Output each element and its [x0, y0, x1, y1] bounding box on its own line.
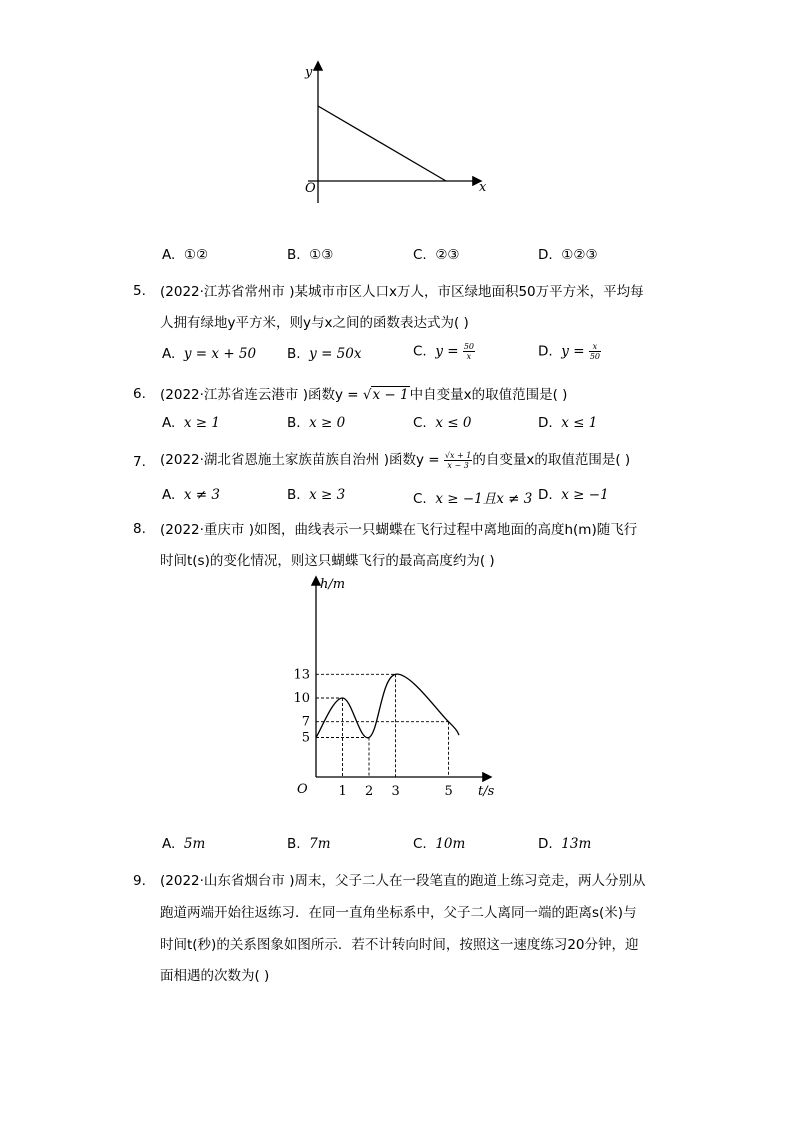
option-text: x ≥ 0 — [309, 415, 346, 431]
q9-stem-line2: 跑道两端开始往返练习．在同一直角坐标系中，父子二人离同一端的距离s(米)与 — [160, 905, 637, 921]
option-text: x ≥ 3 — [309, 487, 346, 503]
fraction-numerator: 50 — [463, 342, 475, 351]
option-text: y = — [561, 343, 589, 360]
q6-option-a[interactable] — [162, 415, 220, 431]
option-letter: C. — [413, 247, 427, 263]
q9-stem-line3: 时间t(秒)的关系图象如图所示．若不计转向时间，按照这一速度练习20分钟，迎 — [160, 937, 639, 953]
q4-option-a[interactable] — [162, 247, 208, 263]
option-text: x ≥ −1 — [561, 487, 609, 503]
option-text: ①②③ — [561, 247, 598, 263]
q5-option-c[interactable] — [413, 342, 475, 361]
q7-option-c[interactable] — [413, 487, 532, 507]
option-text: x ≤ 0 — [435, 415, 472, 431]
option-letter: A. — [162, 346, 176, 362]
option-letter: B. — [287, 836, 301, 852]
x-tick-label: 5 — [444, 784, 453, 799]
x-tick-label: 1 — [338, 784, 347, 799]
option-letter: D. — [538, 343, 553, 360]
graph-line — [318, 106, 446, 181]
q7-option-a[interactable] — [162, 487, 220, 503]
sqrt-sign: √ — [362, 387, 372, 403]
option-text: 10m — [435, 836, 466, 852]
origin-label: O — [305, 181, 316, 196]
option-text: x ≥ 1 — [183, 415, 220, 431]
x-axis-label: t/s — [478, 784, 495, 799]
fraction — [589, 342, 601, 361]
q6-option-d[interactable] — [538, 415, 597, 431]
q6-suffix: 中自变量x的取值范围是( ) — [409, 387, 568, 403]
option-letter: D. — [538, 247, 553, 263]
option-text: ①② — [183, 247, 209, 263]
option-text: x ≤ 1 — [561, 415, 598, 431]
option-letter: B. — [287, 247, 301, 263]
q5-stem-line2: 人拥有绿地y平方米，则y与x之间的函数表达式为( ) — [160, 315, 469, 331]
fraction-numerator: x — [589, 342, 601, 352]
height-curve — [316, 674, 459, 738]
fraction-numerator: √x + 1 — [444, 450, 472, 460]
q8-option-a[interactable] — [162, 836, 205, 852]
y-tick-label: 13 — [293, 667, 310, 683]
linear-graph — [295, 55, 495, 210]
q9-number: 9. — [133, 873, 146, 889]
option-text: x ≥ −1且x ≠ 3 — [435, 491, 533, 507]
x-tick-label: 3 — [391, 784, 400, 799]
q7-option-b[interactable] — [287, 487, 345, 503]
q6-stem — [160, 383, 567, 403]
option-text: x ≠ 3 — [183, 487, 220, 503]
option-text: ②③ — [435, 247, 460, 263]
q6-radicand: x − 1 — [372, 387, 409, 403]
q7-prefix: (2022·湖北省恩施土家族苗族自治州 )函数y = — [160, 452, 444, 468]
q5-option-b[interactable] — [287, 346, 361, 362]
q7-option-d[interactable] — [538, 487, 609, 503]
q4-option-d[interactable] — [538, 247, 598, 263]
q7-suffix: 的自变量x的取值范围是( ) — [472, 452, 631, 468]
q8-number: 8. — [133, 521, 146, 537]
option-letter: D. — [538, 836, 553, 852]
y-tick-label: 5 — [301, 730, 310, 746]
option-letter: C. — [413, 491, 427, 507]
x-tick-label: 2 — [365, 784, 374, 799]
y-tick-label: 7 — [301, 714, 310, 730]
origin-label: O — [297, 782, 308, 797]
option-text: 7m — [309, 836, 331, 852]
q6-prefix: (2022·江苏省连云港市 )函数y = — [160, 387, 363, 403]
option-text: 5m — [183, 836, 206, 852]
q8-option-d[interactable] — [538, 836, 591, 852]
q9-stem-line1: (2022·山东省烟台市 )周末，父子二人在一段笔直的跑道上练习竞走，两人分别从 — [160, 873, 646, 889]
q4-option-c[interactable] — [413, 247, 460, 263]
option-letter: A. — [162, 487, 176, 503]
height-time-chart — [290, 570, 505, 800]
fraction — [444, 451, 473, 470]
option-text: y = 50x — [309, 346, 362, 362]
option-text: y = — [435, 343, 463, 360]
option-letter: A. — [162, 247, 176, 263]
x-axis-label: x — [479, 180, 487, 195]
option-letter: A. — [162, 415, 176, 431]
option-text: 13m — [561, 836, 592, 852]
q5-option-a[interactable] — [162, 346, 256, 362]
q6-option-b[interactable] — [287, 415, 345, 431]
y-tick-label: 10 — [293, 691, 310, 706]
option-letter: D. — [538, 415, 553, 431]
option-letter: C. — [413, 415, 427, 431]
option-letter: B. — [287, 415, 301, 431]
q8-option-b[interactable] — [287, 836, 331, 852]
fraction — [463, 342, 475, 361]
q7-stem — [160, 448, 630, 470]
option-text: ①③ — [309, 247, 334, 263]
option-letter: C. — [413, 836, 427, 852]
fraction-denominator: x − 3 — [447, 460, 469, 470]
option-text: y = x + 50 — [183, 346, 257, 362]
option-letter: B. — [287, 346, 301, 362]
q8-option-c[interactable] — [413, 836, 465, 852]
q8-stem-line1: (2022·重庆市 )如图，曲线表示一只蝴蝶在飞行过程中离地面的高度h(m)随飞行 — [160, 522, 638, 538]
q5-number: 5. — [133, 283, 146, 299]
option-letter: D. — [538, 487, 553, 503]
q7-number: 7. — [133, 454, 146, 470]
q5-option-d[interactable] — [538, 342, 601, 361]
q9-stem-line4: 面相遇的次数为( ) — [160, 968, 270, 984]
y-axis-label: y — [305, 65, 313, 80]
y-axis-label: h/m — [320, 577, 346, 592]
option-letter: A. — [162, 836, 176, 852]
q6-number: 6. — [133, 386, 146, 402]
q8-stem-line2: 时间t(s)的变化情况，则这只蝴蝶飞行的最高高度约为( ) — [160, 553, 495, 569]
fraction-denominator: x — [466, 352, 472, 361]
option-letter: C. — [413, 343, 427, 360]
q5-stem-line1: (2022·江苏省常州市 )某城市市区人口x万人，市区绿地面积50万平方米，平均每 — [160, 284, 644, 300]
fraction-denominator: 50 — [589, 352, 600, 361]
option-letter: B. — [287, 487, 301, 503]
q6-option-c[interactable] — [413, 415, 471, 431]
q4-option-b[interactable] — [287, 247, 333, 263]
